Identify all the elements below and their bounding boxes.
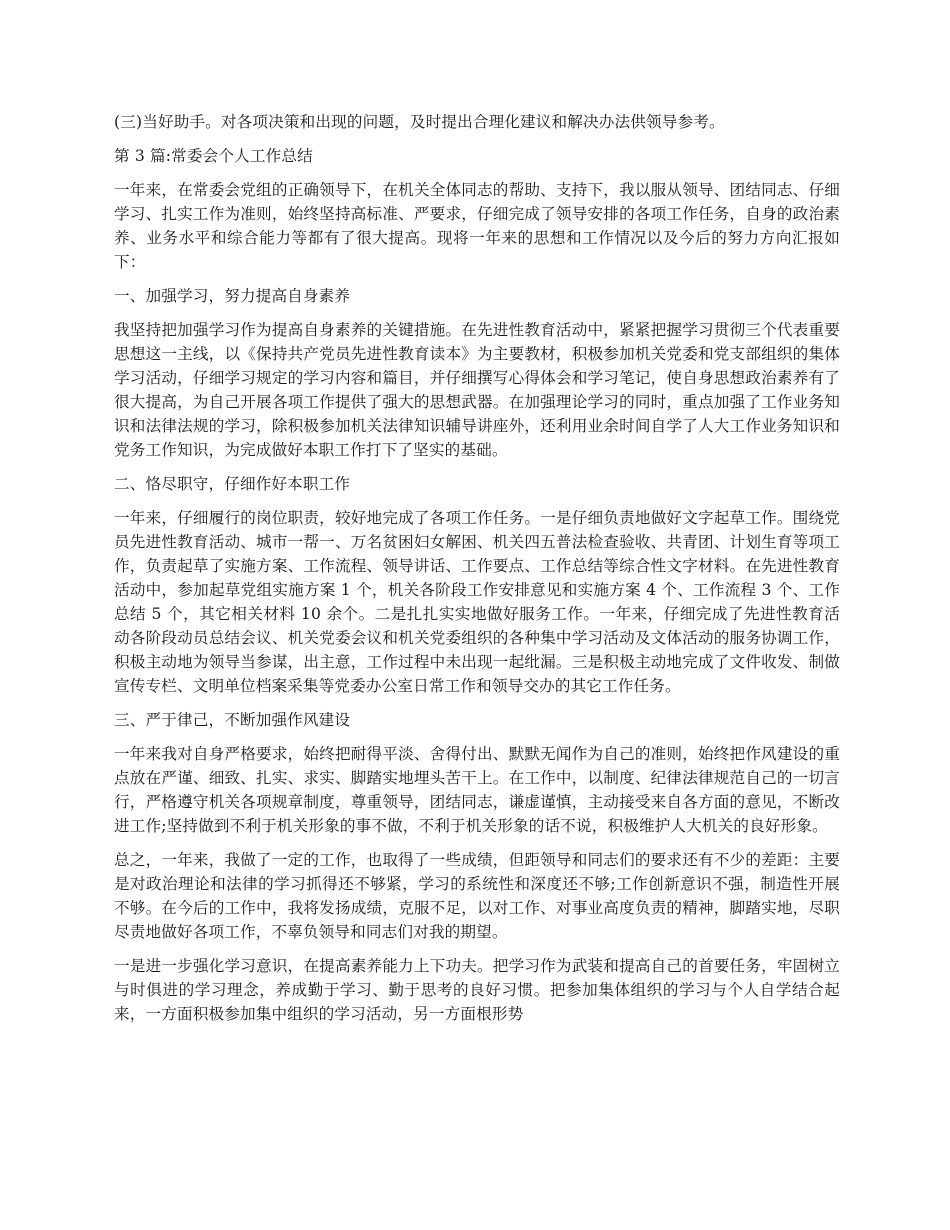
heading-duties: 二、恪尽职守，仔细作好本职工作 — [114, 475, 351, 493]
heading-strengthen-study: 一、加强学习，努力提高自身素养 — [114, 287, 351, 305]
paragraph-self-discipline: 一年来我对自身严格要求，始终把耐得平淡、舍得付出、默默无闻作为自己的准则，始终把作风建设的重点放在严谨、细致、扎实、求实、脚踏实地埋头苦干上。在工作中，以制度、纪律法律规范自己的一切言行，严格遵守机关各项规章制度，尊重领导，团结同志，谦虚谨慎，主动接受来自各方面的意见，不断改进工作;坚持做到不利于机关形象的事不做，不利于机关形象的话不说，积极维护人大机关的良好形象。 — [114, 745, 840, 835]
paragraph-next-steps: 一是进一步强化学习意识，在提高素养能力上下功夫。把学习作为武装和提高自己的首要任务，牢固树立与时俱进的学习理念，养成勤于学习、勤于思考的良好习惯。把参加集体组织的学习与个人自学结合起来，一方面积极参加集中组织的学习活动，另一方面根形势 — [114, 957, 840, 1023]
paragraph-study: 我坚持把加强学习作为提高自身素养的关键措施。在先进性教育活动中，紧紧把握学习贯彻三个代表重要思想这一主线，以《保持共产党员先进性教育读本》为主要教材，积极参加机关党委和党支部组织的集体学习活动，仔细学习规定的学习内容和篇目，并仔细撰写心得体会和学习笔记，使自身思想政治素养有了很大提高，为自己开展各项工作提供了强大的思想武器。在加强理论学习的同时，重点加强了工作业务知识和法律法规的学习，除积极参加机关法律知识辅导讲座外，还利用业余时间自学了人大工作业务知识和党务工作知识，为完成做好本职工作打下了坚实的基础。 — [114, 321, 840, 459]
paragraph-summary: 总之，一年来，我做了一定的工作，也取得了一些成绩，但距领导和同志们的要求还有不少的差距：主要是对政治理论和法律的学习抓得还不够紧，学习的系统性和深度还不够;工作创新意识不强，制造性开展不够。在今后的工作中，我将发扬成绩，克服不足，以对工作、对事业高度负责的精神，脚踏实地，尽职尽责地做好各项工作，不辜负领导和同志们对我的期望。 — [114, 851, 840, 941]
paragraph-assistant-role: (三)当好助手。对各项决策和出现的问题，及时提出合理化建议和解决办法供领导参考。 — [114, 113, 725, 131]
document-page — [114, 110, 840, 1036]
section-title: 第 3 篇:常委会个人工作总结 — [114, 147, 313, 165]
paragraph-intro: 一年来，在常委会党组的正确领导下，在机关全体同志的帮助、支持下，我以服从领导、团结同志、仔细学习、扎实工作为准则，始终坚持高标准、严要求，仔细完成了领导安排的各项工作任务，自身的政治素养、业务水平和综合能力等都有了很大提高。现将一年来的思想和工作情况以及今后的努力方向汇报如下： — [114, 181, 840, 271]
heading-self-discipline: 三、严于律己，不断加强作风建设 — [114, 711, 351, 729]
paragraph-duties: 一年来，仔细履行的岗位职责，较好地完成了各项工作任务。一是仔细负责地做好文字起草工作。围绕党员先进性教育活动、城市一帮一、万名贫困妇女解困、机关四五普法检查验收、共青团、计划生育等项工作，负责起草了实施方案、工作流程、领导讲话、工作要点、工作总结等综合性文字材料。在先进性教育活动中，参加起草党组实施方案 1 个，机关各阶段工作安排意见和实施方案 4 个、工作流程 3 个、工作总结 5 个，其它相关材料 10 余个。二是扎扎实实地做好服务工作。一年来，仔细完成了先进性教育活动各阶段动员总结会议、机关党委会议和机关党委组织的各种集中学习活动及文体活动的服务协调工作，积极主动地为领导当参谋，出主意，工作过程中未出现一起纰漏。三是积极主动地完成了文件收发、制做宣传专栏、文明单位档案采集等党委办公室日常工作和领导交办的其它工作任务。 — [114, 509, 840, 695]
